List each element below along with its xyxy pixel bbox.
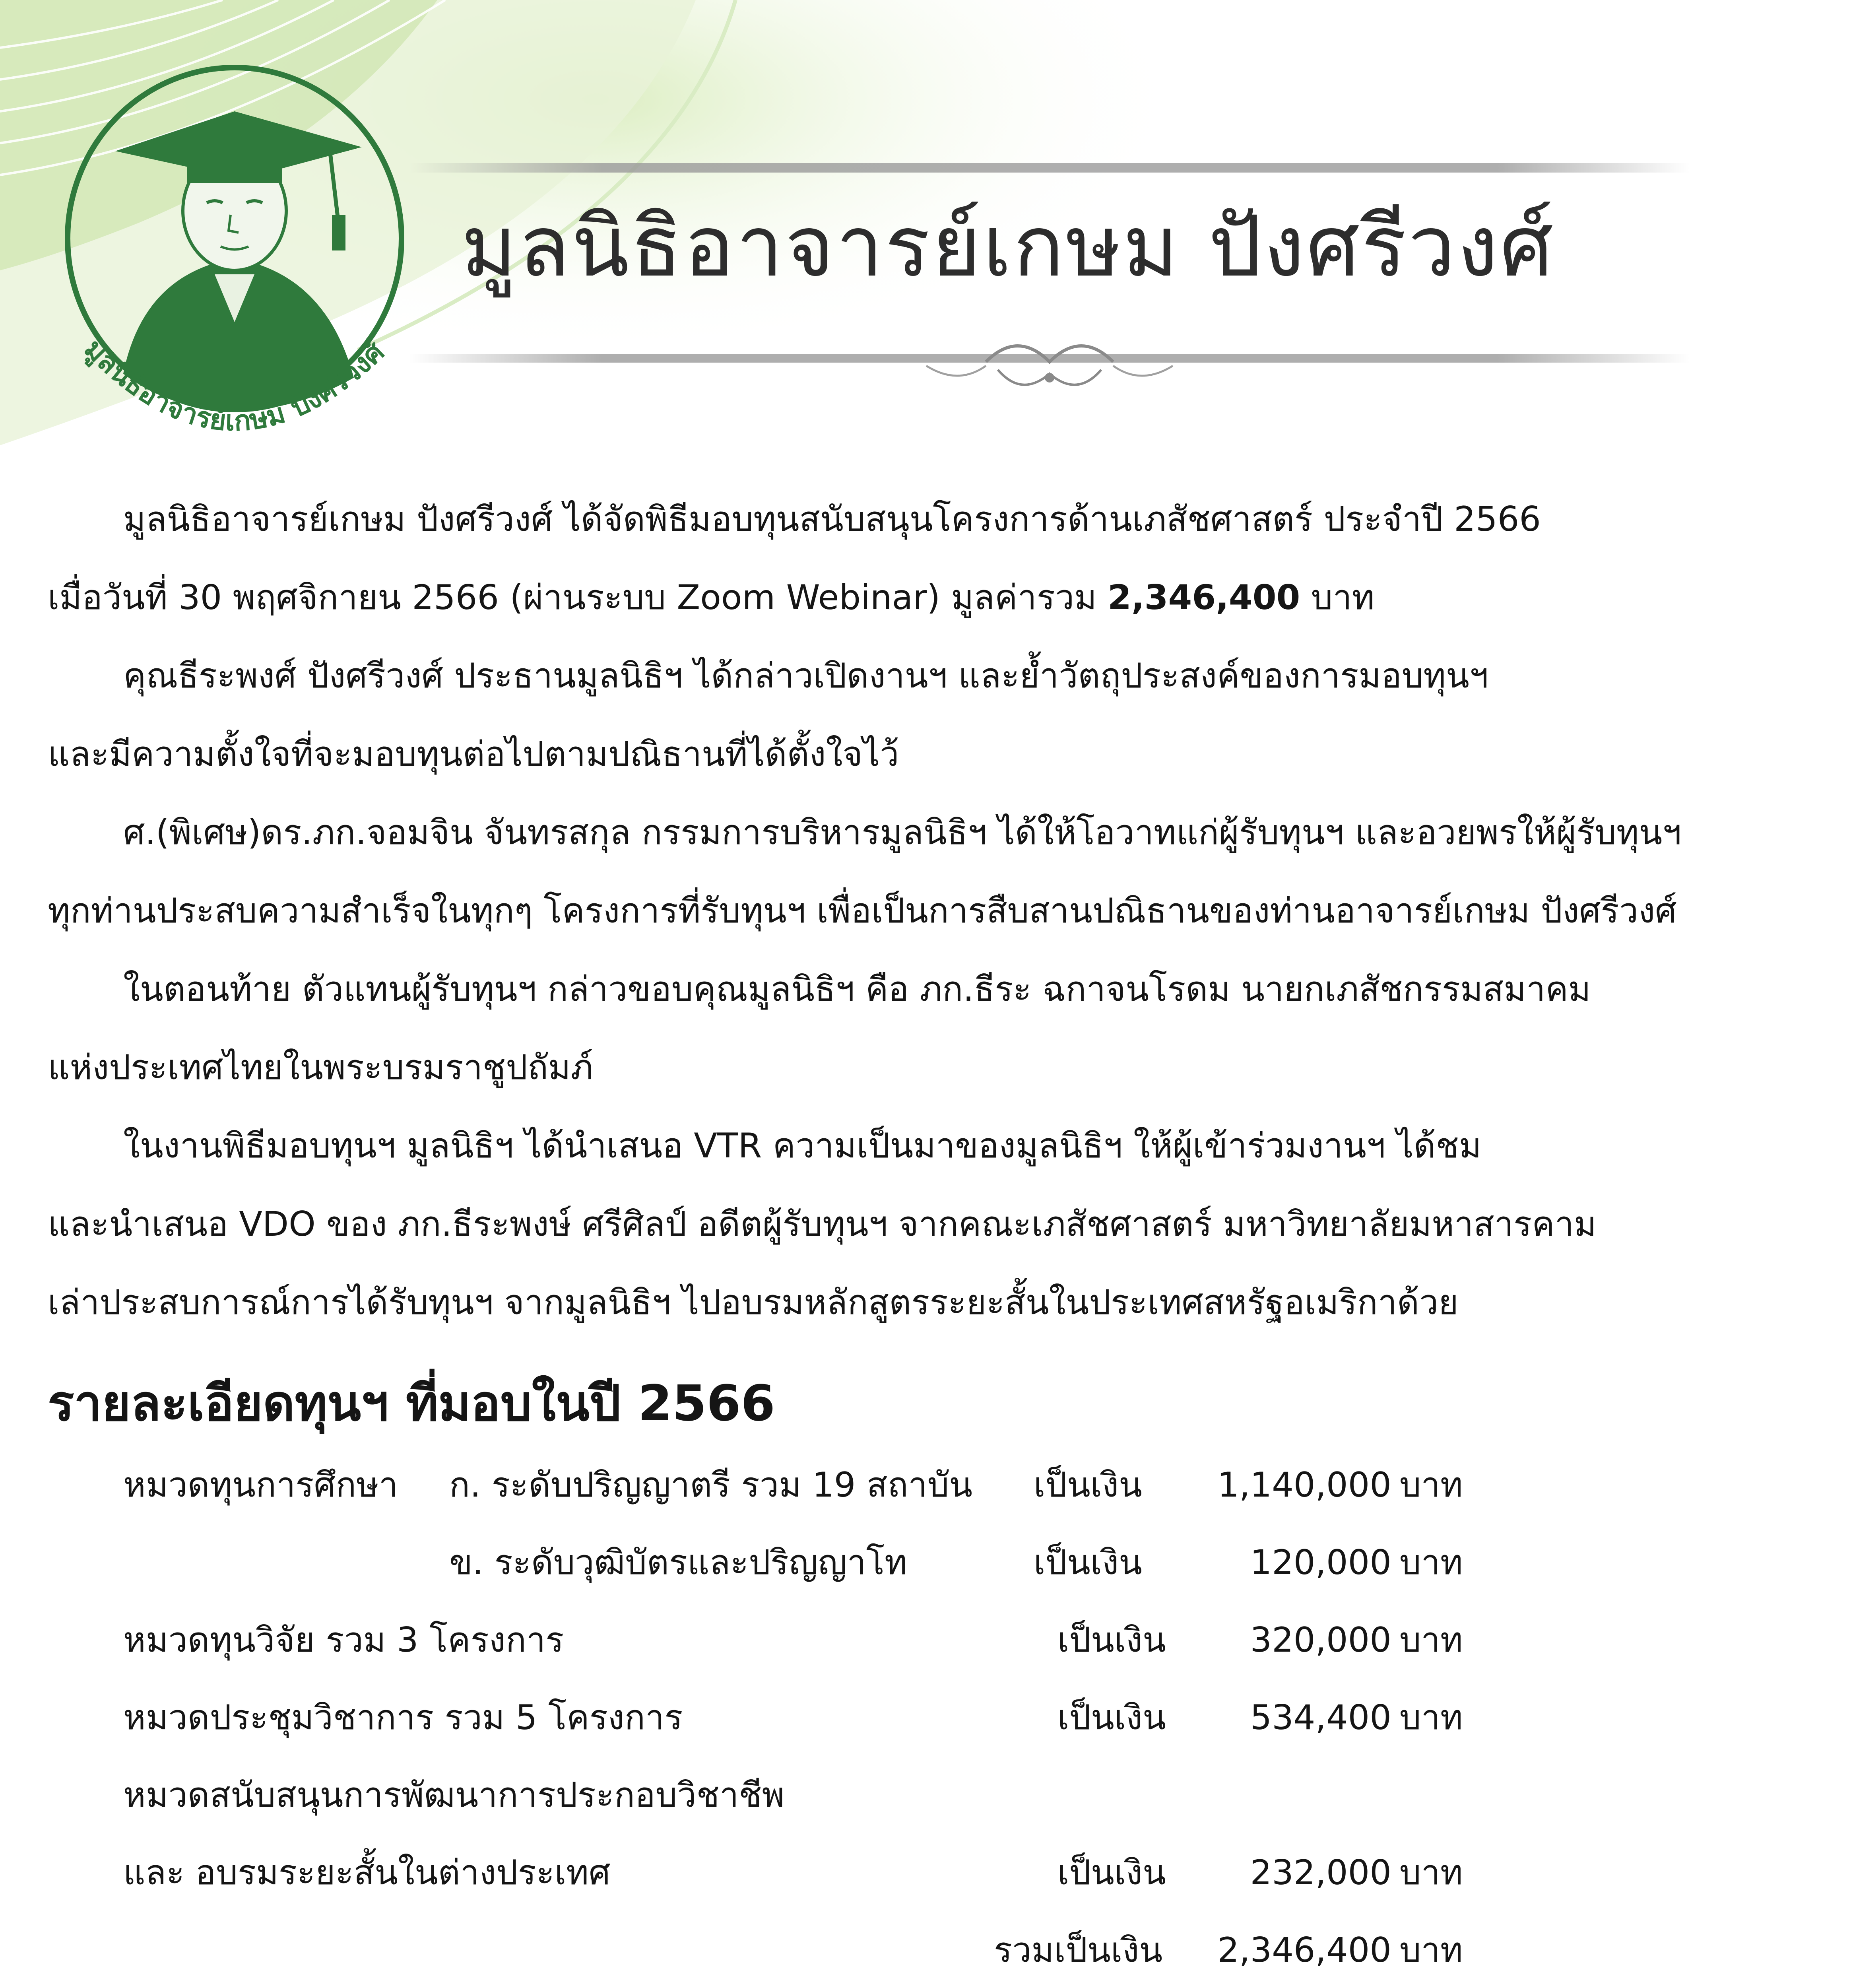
foundation-logo bbox=[44, 52, 425, 481]
row-3-label: เป็นเงิน bbox=[1057, 1698, 1166, 1738]
logo-text: มูลนิธิอาจารย์เกษม ปังศรีวงศ์ bbox=[78, 332, 391, 438]
row-4-category: หมวดสนับสนุนการพัฒนาการประกอบวิชาชีพ bbox=[123, 1775, 785, 1815]
paragraph-4-line-1: ศ.(พิเศษ)ดร.ภก.จอมจิน จันทรสกุล กรรมการบริหารมูลนิธิฯ ได้ให้โอวาทแก่ผู้รับทุนฯ และอวยพรให้ผู้รับทุนฯ bbox=[123, 813, 1682, 852]
total-unit: บาท bbox=[1399, 1930, 1463, 1970]
row-5-unit: บาท bbox=[1399, 1853, 1463, 1893]
row-5-amount: 232,000 bbox=[1250, 1853, 1391, 1893]
paragraph-4-line-2: ทุกท่านประสบความสำเร็จในทุกๆ โครงการที่รับทุนฯ เพื่อเป็นการสืบสานปณิธานของท่านอาจารย์เกษม ปังศรีวงศ์ bbox=[48, 891, 1677, 931]
paragraph-1-line-1: มูลนิธิอาจารย์เกษม ปังศรีวงศ์ ได้จัดพิธีมอบทุนสนับสนุนโครงการด้านเภสัชศาสตร์ ประจำปี 2566 bbox=[123, 499, 1541, 539]
row-0-item: ก. ระดับปริญญาตรี รวม 19 สถาบัน bbox=[449, 1465, 973, 1505]
paragraph-6-line-1: ในงานพิธีมอบทุนฯ มูลนิธิฯ ได้นำเสนอ VTR ความเป็นมาของมูลนิธิฯ ให้ผู้เข้าร่วมงานฯ ได้ชม bbox=[123, 1126, 1482, 1166]
row-1-label: เป็นเงิน bbox=[1034, 1543, 1142, 1582]
paragraph-6-line-2: และนำเสนอ VDO ของ ภก.ธีระพงษ์ ศรีศิลป์ อดีตผู้รับทุนฯ จากคณะเภสัชศาสตร์ มหาวิทยาลัยมหาสารคาม bbox=[48, 1204, 1597, 1244]
row-1-unit: บาท bbox=[1399, 1543, 1463, 1582]
paragraph-3-line-1: คุณธีระพงศ์ ปังศรีวงศ์ ประธานมูลนิธิฯ ได้กล่าวเปิดงานฯ และย้ำวัตถุประสงค์ของการมอบทุนฯ bbox=[123, 656, 1489, 696]
row-0-label: เป็นเงิน bbox=[1034, 1465, 1142, 1505]
paragraph-2-suffix: บาท bbox=[1300, 578, 1375, 617]
row-1-item: ข. ระดับวุฒิบัตรและปริญญาโท bbox=[449, 1543, 907, 1582]
paragraph-6-line-3: เล่าประสบการณ์การได้รับทุนฯ จากมูลนิธิฯ ไปอบรมหลักสูตรระยะสั้นในประเทศสหรัฐอเมริกาด้วย bbox=[48, 1283, 1459, 1322]
paragraph-5-line-1: ในตอนท้าย ตัวแทนผู้รับทุนฯ กล่าวขอบคุณมูลนิธิฯ คือ ภก.ธีระ ฉกาจนโรดม นายกเภสัชกรรมสมาคม bbox=[123, 969, 1591, 1009]
paragraph-3-line-2: และมีความตั้งใจที่จะมอบทุนต่อไปตามปณิธานที่ได้ตั้งใจไว้ bbox=[48, 734, 899, 774]
row-0-amount: 1,140,000 bbox=[1217, 1465, 1391, 1505]
total-amount: 2,346,400 bbox=[1217, 1930, 1391, 1970]
row-1-amount: 120,000 bbox=[1250, 1543, 1391, 1582]
paragraph-2 bbox=[48, 559, 1805, 637]
paragraph-2-prefix: เมื่อวันที่ 30 พฤศจิกายน 2566 (ผ่านระบบ Zoom Webinar) มูลค่ารวม bbox=[48, 578, 1108, 617]
row-0-category: หมวดทุนการศึกษา bbox=[123, 1465, 398, 1505]
row-2-unit: บาท bbox=[1399, 1620, 1463, 1660]
page-title: มูลนิธิอาจารย์เกษม ปังศรีวงศ์ bbox=[461, 197, 1555, 295]
row-2-label: เป็นเงิน bbox=[1057, 1620, 1166, 1660]
row-0-unit: บาท bbox=[1399, 1465, 1463, 1505]
row-3-amount: 534,400 bbox=[1250, 1698, 1391, 1738]
total-label: รวมเป็นเงิน bbox=[994, 1930, 1163, 1970]
total-amount-highlight: 2,346,400 bbox=[1108, 578, 1300, 617]
row-3-unit: บาท bbox=[1399, 1698, 1463, 1738]
row-2-category: หมวดทุนวิจัย รวม 3 โครงการ bbox=[123, 1620, 564, 1660]
row-5-category: และ อบรมระยะสั้นในต่างประเทศ bbox=[123, 1853, 611, 1893]
row-3-category: หมวดประชุมวิชาการ รวม 5 โครงการ bbox=[123, 1698, 683, 1738]
row-2-amount: 320,000 bbox=[1250, 1620, 1391, 1660]
paragraph-5-line-2: แห่งประเทศไทยในพระบรมราชูปถัมภ์ bbox=[48, 1048, 594, 1087]
details-heading: รายละเอียดทุนฯ ที่มอบในปี 2566 bbox=[48, 1375, 775, 1432]
row-5-label: เป็นเงิน bbox=[1057, 1853, 1166, 1893]
